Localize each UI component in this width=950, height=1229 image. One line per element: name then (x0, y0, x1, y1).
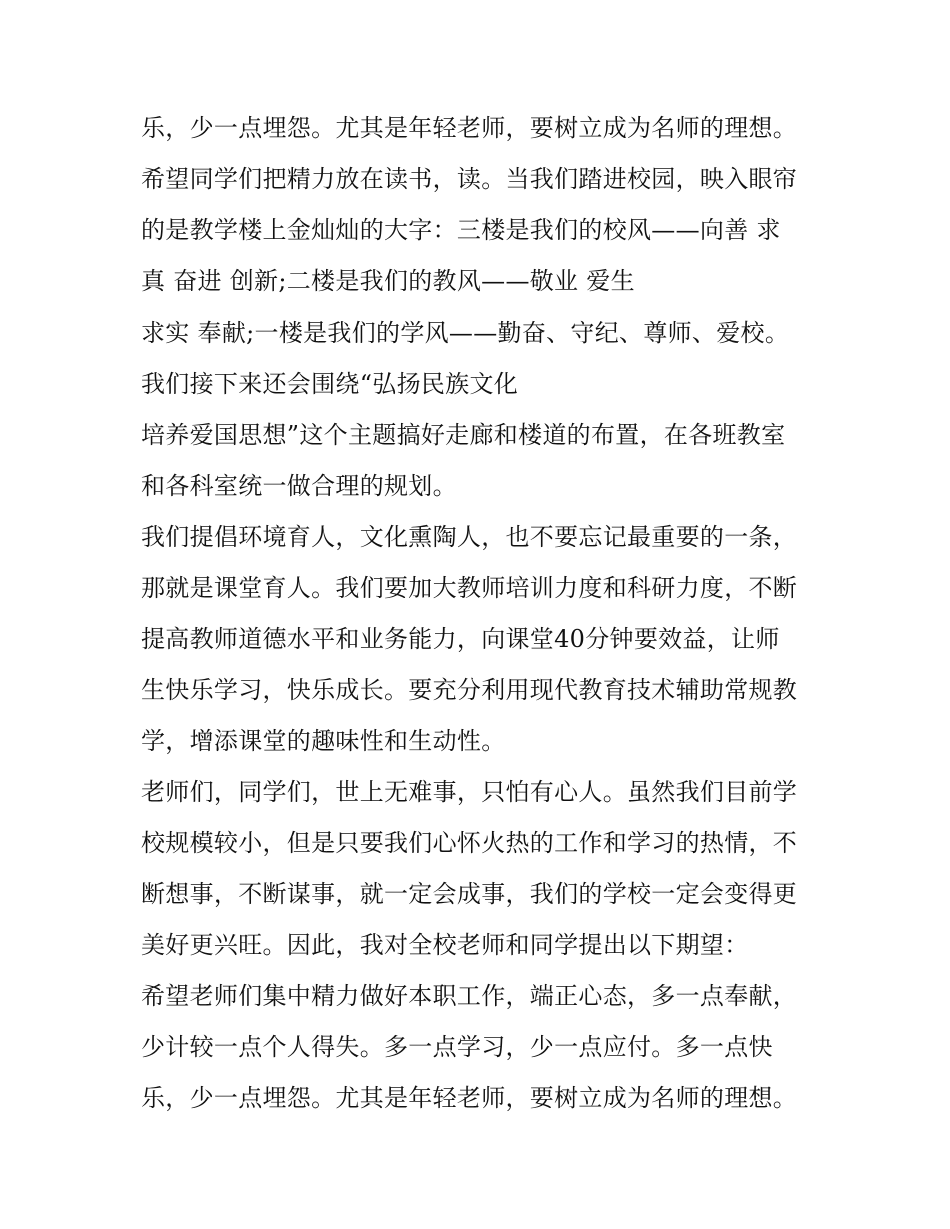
text-line: 美好更兴旺。因此，我对全校老师和同学提出以下期望： (141, 931, 749, 959)
text-line: 提高教师道德水平和业务能力，向课堂40分钟要效益，让师 (141, 625, 780, 653)
text-line: 少计较一点个人得失。多一点学习，少一点应付。多一点快 (141, 1033, 773, 1061)
text-line: 学，增添课堂的趣味性和生动性。 (141, 727, 506, 755)
text-line: 求实 奉献;一楼是我们的学风——勤奋、守纪、尊师、爱校。 (141, 319, 790, 347)
text-line: 真 奋进 创新;二楼是我们的教风——敬业 爱生 (141, 267, 635, 295)
text-line: 断想事，不断谋事，就一定会成事，我们的学校一定会变得更 (141, 880, 798, 908)
text-line: 校规模较小，但是只要我们心怀火热的工作和学习的热情，不 (141, 829, 798, 857)
text-line: 希望老师们集中精力做好本职工作，端正心态，多一点奉献， (141, 982, 798, 1010)
text-line: 培养爱国思想”这个主题搞好走廊和楼道的布置，在各班教室 (141, 421, 786, 449)
text-line: 那就是课堂育人。我们要加大教师培训力度和科研力度，不断 (141, 574, 798, 602)
text-line: 乐，少一点埋怨。尤其是年轻老师，要树立成为名师的理想。 (141, 1084, 798, 1112)
text-line: 我们接下来还会围绕“弘扬民族文化 (141, 370, 519, 398)
text-line: 的是教学楼上金灿灿的大字：三楼是我们的校风——向善 求 (141, 216, 781, 244)
text-line: 希望同学们把精力放在读书，读。当我们踏进校园，映入眼帘 (141, 165, 798, 193)
text-line: 老师们，同学们，世上无难事，只怕有心人。虽然我们目前学 (141, 778, 798, 806)
text-line: 我们提倡环境育人，文化熏陶人，也不要忘记最重要的一条， (141, 523, 798, 551)
text-line: 和各科室统一做合理的规划。 (141, 472, 457, 500)
text-line: 乐，少一点埋怨。尤其是年轻老师，要树立成为名师的理想。 (141, 114, 798, 142)
text-line: 生快乐学习，快乐成长。要充分利用现代教育技术辅助常规教 (141, 676, 798, 704)
